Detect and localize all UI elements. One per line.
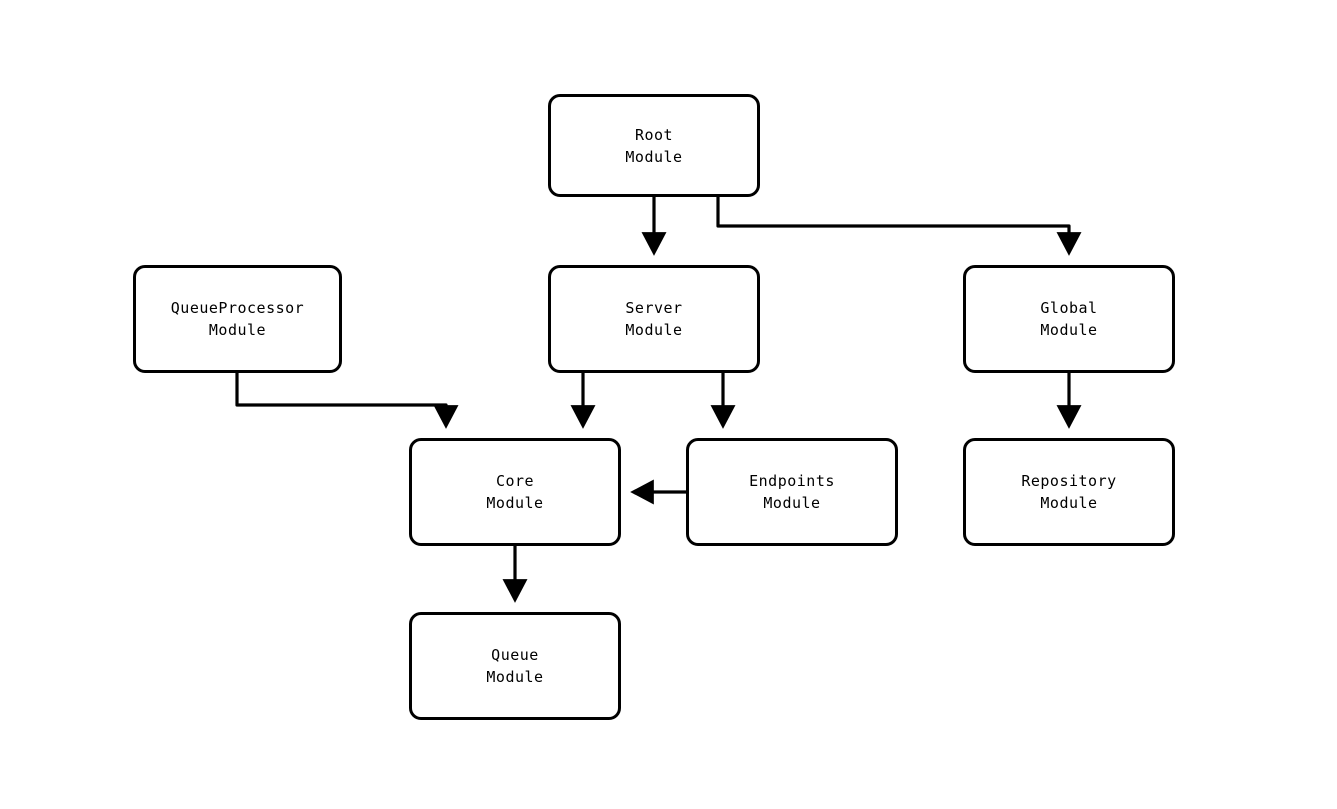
- edge-queueprocessor-to-core: [237, 373, 446, 425]
- node-queueprocessor-line2: Module: [208, 321, 267, 339]
- node-repository-line1: Repository: [1021, 472, 1117, 490]
- node-queue-line1: Queue: [491, 646, 539, 664]
- node-core-line2: Module: [486, 494, 544, 512]
- node-queue[interactable]: [409, 612, 621, 720]
- node-global-line2: Module: [1040, 321, 1098, 339]
- node-root[interactable]: [548, 94, 760, 197]
- node-queueprocessor[interactable]: [133, 265, 342, 373]
- node-core[interactable]: [409, 438, 621, 546]
- node-queue-line2: Module: [486, 668, 544, 686]
- node-root-line1: Root: [634, 125, 674, 144]
- edge-root-to-global: [718, 197, 1069, 252]
- node-global[interactable]: [963, 265, 1175, 373]
- node-core-line1: Core: [495, 472, 535, 490]
- node-global-line1: Global: [1040, 299, 1098, 317]
- node-repository[interactable]: [963, 438, 1175, 546]
- node-repository-line2: Module: [1040, 494, 1098, 512]
- node-endpoints-line2: Module: [763, 494, 821, 512]
- node-server-line1: Server: [625, 299, 683, 317]
- node-root-line2: Module: [625, 147, 683, 166]
- node-server[interactable]: [548, 265, 760, 373]
- node-server-line2: Module: [625, 321, 683, 339]
- node-endpoints-line1: Endpoints: [749, 472, 835, 490]
- node-queueprocessor-line1: QueueProcessor: [170, 299, 305, 317]
- node-endpoints[interactable]: [686, 438, 898, 546]
